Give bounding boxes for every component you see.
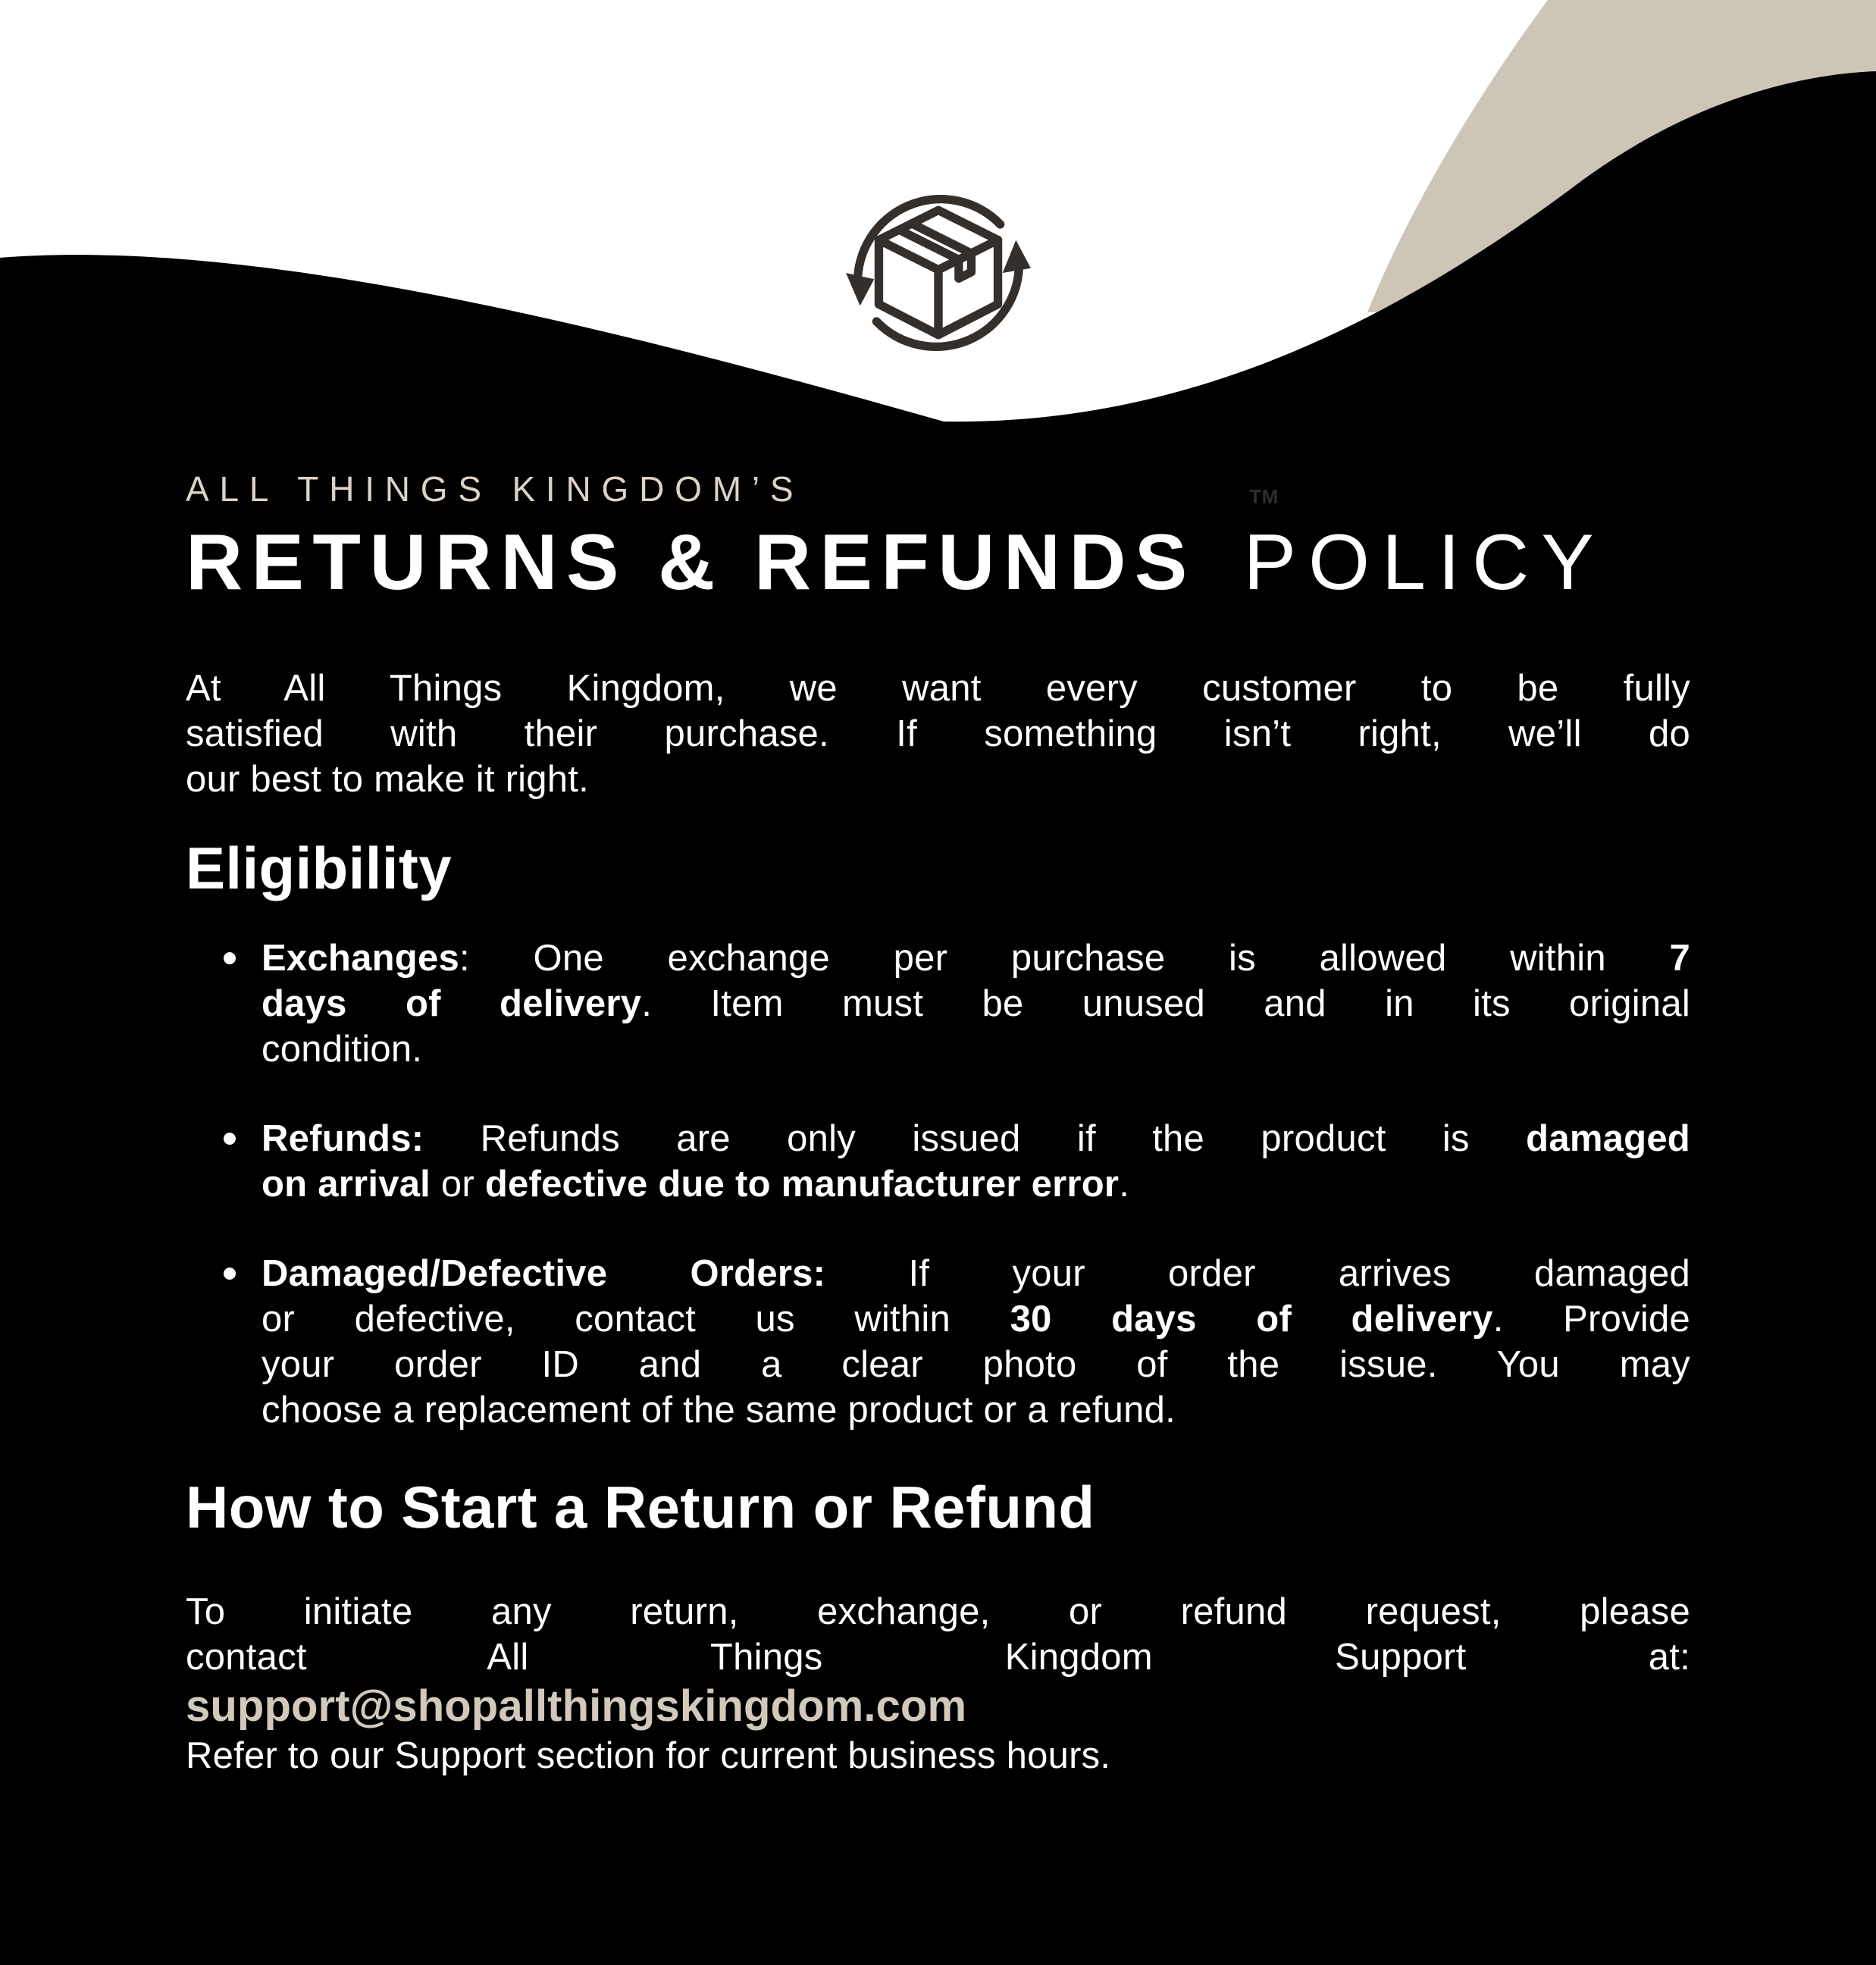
list-item-damaged-defective: [186, 1251, 1690, 1433]
section-heading-how-to-start: How to Start a Return or Refund: [186, 1474, 1095, 1540]
bullet-line: Exchanges: One exchange per purchase is allowed within 7: [262, 938, 1690, 979]
arrowhead-right: [1003, 240, 1031, 273]
bullet-line: condition.: [262, 1029, 423, 1070]
bullet-line: days of delivery. Item must be unused and in its original: [262, 983, 1690, 1024]
list-item-refunds: [186, 1116, 1690, 1207]
intro-line: satisfied with their purchase. If something isn’t right, we’ll do: [186, 713, 1690, 754]
bullet-line: your order ID and a clear photo of the issue. You may: [262, 1344, 1690, 1385]
brand-eyebrow: ALL THINGS KINGDOM’S: [186, 469, 804, 509]
bullet-dot-icon: [224, 952, 236, 964]
list-item-text: [262, 1116, 1690, 1207]
contact-paragraph: [186, 1589, 1690, 1779]
intro-line: At All Things Kingdom, we want every customer to be fully: [186, 668, 1690, 709]
bullet-line: or defective, contact us within 30 days of delivery. Provide: [262, 1299, 1690, 1340]
bullet-line: choose a replacement of the same product or a refund.: [262, 1390, 1176, 1431]
list-item-text: [262, 1251, 1690, 1433]
bullet-line: Refunds: Refunds are only issued if the product is damaged: [262, 1118, 1690, 1159]
section-heading-eligibility: Eligibility: [186, 835, 452, 901]
intro-paragraph: [186, 666, 1690, 802]
bullet-line: Damaged/Defective Orders: If your order arrives damaged: [262, 1253, 1690, 1294]
title-light: POLICY: [1243, 519, 1606, 606]
intro-line: our best to make it right.: [186, 759, 589, 800]
package-return-icon: [844, 179, 1032, 367]
list-item-text: [262, 935, 1690, 1072]
list-item-exchanges: [186, 935, 1690, 1072]
bullet-dot-icon: [224, 1133, 236, 1145]
support-email: support@shopallthingskingdom.com: [186, 1681, 967, 1731]
bullet-line: on arrival or defective due to manufacturer error.: [262, 1164, 1130, 1205]
trademark-symbol: TM: [1249, 485, 1279, 508]
business-hours-note: Refer to our Support section for current business hours.: [186, 1735, 1111, 1776]
contact-line: To initiate any return, exchange, or refund request, please: [186, 1591, 1690, 1632]
page-title: [186, 519, 1606, 606]
bullet-dot-icon: [224, 1268, 236, 1280]
title-strong: RETURNS & REFUNDS: [186, 519, 1196, 606]
contact-line: contact All Things Kingdom Support at:: [186, 1637, 1690, 1678]
arrowhead-left: [846, 273, 874, 306]
eligibility-list: [186, 935, 1690, 1477]
